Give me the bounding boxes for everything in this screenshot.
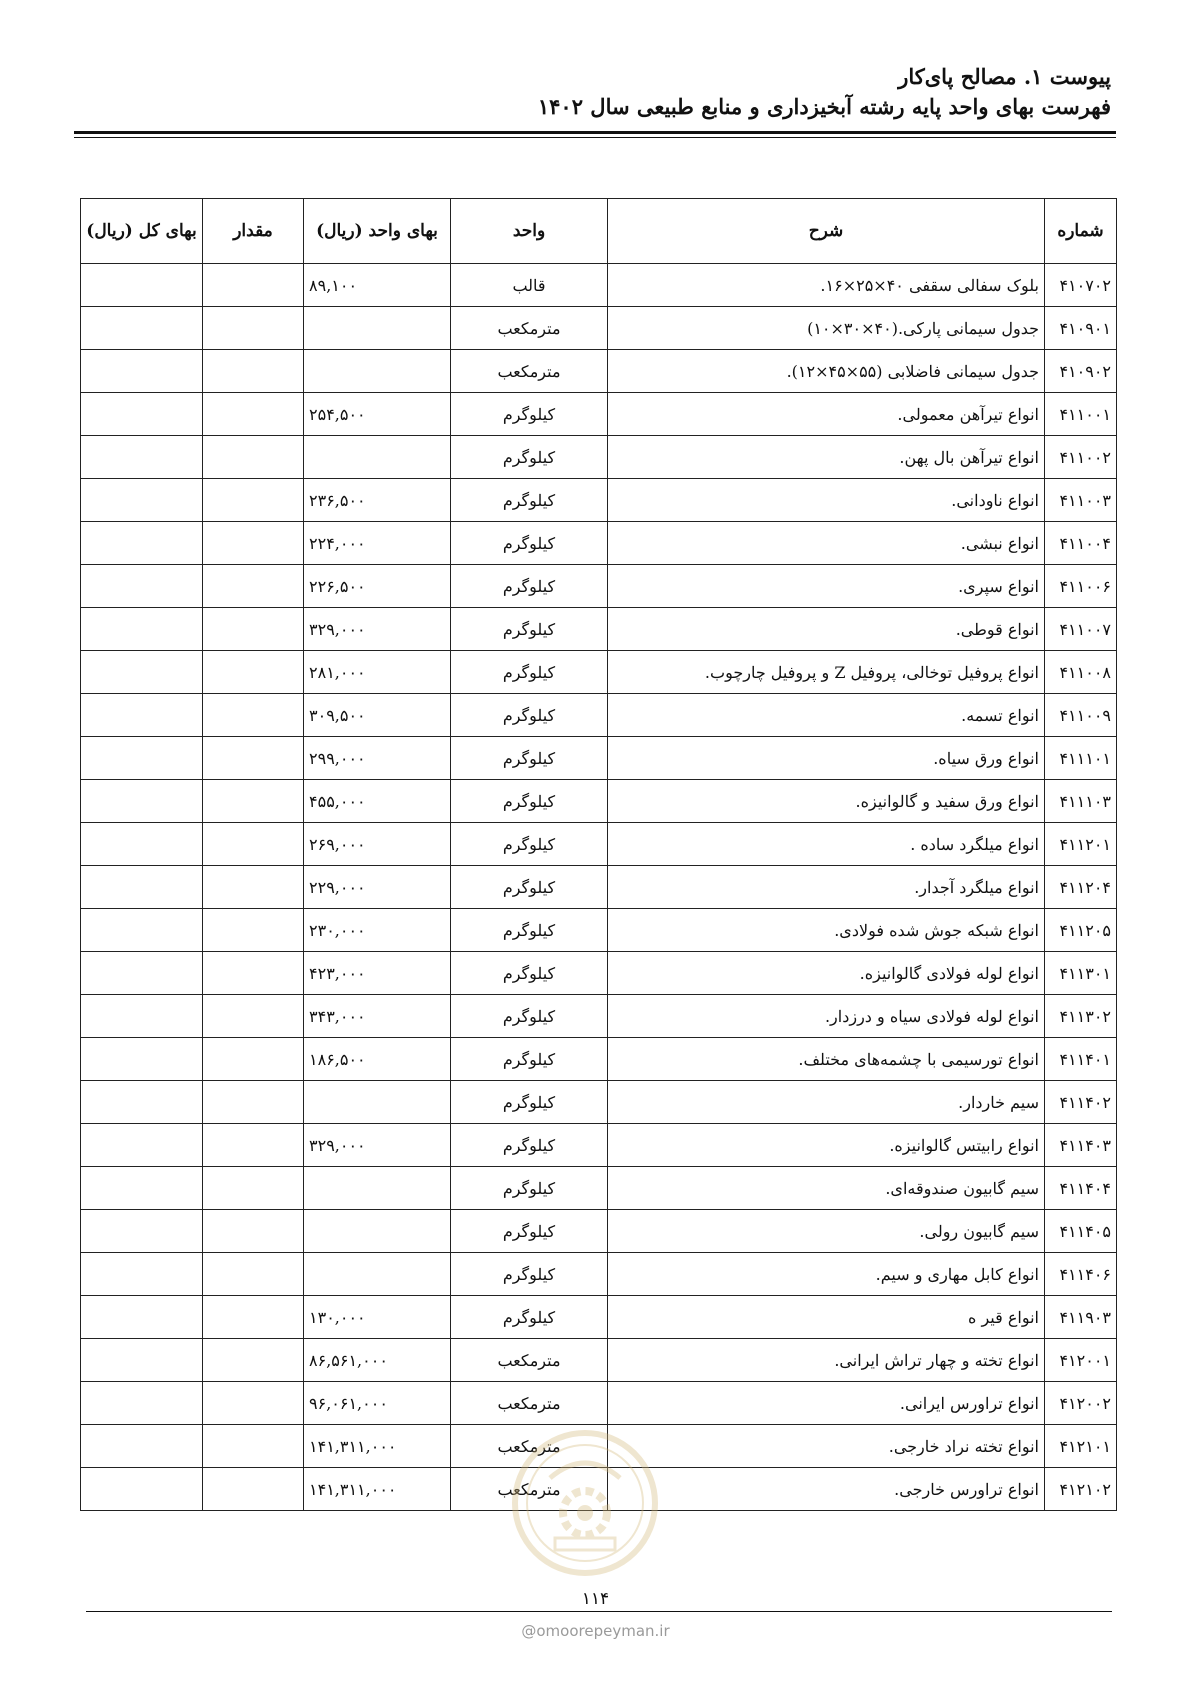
table-row bbox=[81, 909, 1117, 952]
quantity-cell bbox=[203, 350, 304, 393]
unit-cell: کیلوگرم bbox=[451, 995, 608, 1038]
total-cell bbox=[81, 436, 203, 479]
description-cell: انواع لوله فولادی گالوانیزه. bbox=[608, 952, 1045, 995]
unit-cell: قالب bbox=[451, 264, 608, 307]
table-row bbox=[81, 565, 1117, 608]
quantity-cell bbox=[203, 307, 304, 350]
quantity-cell bbox=[203, 1296, 304, 1339]
unit-cell: مترمکعب bbox=[451, 1339, 608, 1382]
code-cell: ۴۱۱۱۰۳ bbox=[1045, 780, 1117, 823]
total-cell bbox=[81, 1339, 203, 1382]
unit-price-cell: ۴۵۵,۰۰۰ bbox=[304, 780, 451, 823]
unit-cell: کیلوگرم bbox=[451, 608, 608, 651]
quantity-cell bbox=[203, 608, 304, 651]
table-row bbox=[81, 1167, 1117, 1210]
table-row bbox=[81, 1425, 1117, 1468]
code-cell: ۴۱۱۴۰۲ bbox=[1045, 1081, 1117, 1124]
total-cell bbox=[81, 1124, 203, 1167]
total-cell bbox=[81, 1468, 203, 1511]
code-cell: ۴۱۱۰۰۴ bbox=[1045, 522, 1117, 565]
total-cell bbox=[81, 307, 203, 350]
quantity-cell bbox=[203, 436, 304, 479]
code-cell: ۴۱۱۳۰۲ bbox=[1045, 995, 1117, 1038]
total-cell bbox=[81, 909, 203, 952]
unit-price-cell: ۲۲۴,۰۰۰ bbox=[304, 522, 451, 565]
unit-cell: مترمکعب bbox=[451, 1468, 608, 1511]
code-cell: ۴۱۱۰۰۷ bbox=[1045, 608, 1117, 651]
unit-price-cell: ۲۲۹,۰۰۰ bbox=[304, 866, 451, 909]
quantity-cell bbox=[203, 1081, 304, 1124]
unit-cell: کیلوگرم bbox=[451, 436, 608, 479]
total-cell bbox=[81, 952, 203, 995]
appendix-title: پیوست ۱. مصالح پای‌کار bbox=[898, 64, 1111, 89]
unit-cell: مترمکعب bbox=[451, 1425, 608, 1468]
table-row bbox=[81, 264, 1117, 307]
total-cell bbox=[81, 866, 203, 909]
quantity-cell bbox=[203, 1425, 304, 1468]
total-cell bbox=[81, 694, 203, 737]
table-row bbox=[81, 866, 1117, 909]
unit-cell: کیلوگرم bbox=[451, 823, 608, 866]
table-row bbox=[81, 1382, 1117, 1425]
unit-cell: کیلوگرم bbox=[451, 694, 608, 737]
unit-price-cell: ۲۵۴,۵۰۰ bbox=[304, 393, 451, 436]
document-header bbox=[81, 62, 1111, 122]
description-cell: انواع تسمه. bbox=[608, 694, 1045, 737]
description-cell: جدول سیمانی فاضلابی (۵۵×۴۵×۱۲). bbox=[608, 350, 1045, 393]
total-cell bbox=[81, 780, 203, 823]
description-cell: انواع پروفیل توخالی، پروفیل Z و پروفیل چارچوب. bbox=[608, 651, 1045, 694]
quantity-cell bbox=[203, 780, 304, 823]
unit-price-cell bbox=[304, 1167, 451, 1210]
quantity-cell bbox=[203, 694, 304, 737]
table-row bbox=[81, 1253, 1117, 1296]
quantity-cell bbox=[203, 823, 304, 866]
unit-price-cell: ۸۹,۱۰۰ bbox=[304, 264, 451, 307]
total-cell bbox=[81, 1081, 203, 1124]
unit-price-cell: ۲۳۰,۰۰۰ bbox=[304, 909, 451, 952]
quantity-cell bbox=[203, 651, 304, 694]
unit-cell: کیلوگرم bbox=[451, 1296, 608, 1339]
total-cell bbox=[81, 995, 203, 1038]
description-cell: انواع ورق سیاه. bbox=[608, 737, 1045, 780]
column-header-code: شماره bbox=[1045, 199, 1117, 264]
unit-price-cell bbox=[304, 350, 451, 393]
code-cell: ۴۱۱۱۰۱ bbox=[1045, 737, 1117, 780]
description-cell: انواع تخته نراد خارجی. bbox=[608, 1425, 1045, 1468]
total-cell bbox=[81, 1253, 203, 1296]
quantity-cell bbox=[203, 1253, 304, 1296]
table-row bbox=[81, 393, 1117, 436]
description-cell: انواع ورق سفید و گالوانیزه. bbox=[608, 780, 1045, 823]
page-number: ۱۱۴ bbox=[581, 1589, 610, 1609]
code-cell: ۴۱۱۳۰۱ bbox=[1045, 952, 1117, 995]
table-row bbox=[81, 307, 1117, 350]
table-row bbox=[81, 952, 1117, 995]
description-cell: انواع تیرآهن بال پهن. bbox=[608, 436, 1045, 479]
table-row bbox=[81, 823, 1117, 866]
table-row bbox=[81, 1038, 1117, 1081]
unit-price-cell: ۱۳۰,۰۰۰ bbox=[304, 1296, 451, 1339]
table-row bbox=[81, 522, 1117, 565]
total-cell bbox=[81, 1382, 203, 1425]
unit-cell: مترمکعب bbox=[451, 350, 608, 393]
unit-cell: کیلوگرم bbox=[451, 909, 608, 952]
code-cell: ۴۱۲۱۰۲ bbox=[1045, 1468, 1117, 1511]
unit-cell: کیلوگرم bbox=[451, 479, 608, 522]
column-header-quantity: مقدار bbox=[203, 199, 304, 264]
code-cell: ۴۱۱۰۰۱ bbox=[1045, 393, 1117, 436]
table-row bbox=[81, 1081, 1117, 1124]
total-cell bbox=[81, 1296, 203, 1339]
quantity-cell bbox=[203, 565, 304, 608]
description-cell: انواع کابل مهاری و سیم. bbox=[608, 1253, 1045, 1296]
quantity-cell bbox=[203, 522, 304, 565]
total-cell bbox=[81, 393, 203, 436]
table-row bbox=[81, 737, 1117, 780]
description-cell: بلوک سفالی سقفی ۴۰×۲۵×۱۶. bbox=[608, 264, 1045, 307]
table-row bbox=[81, 1124, 1117, 1167]
code-cell: ۴۱۰۹۰۱ bbox=[1045, 307, 1117, 350]
code-cell: ۴۱۲۰۰۱ bbox=[1045, 1339, 1117, 1382]
quantity-cell bbox=[203, 737, 304, 780]
unit-price-cell: ۳۰۹,۵۰۰ bbox=[304, 694, 451, 737]
quantity-cell bbox=[203, 952, 304, 995]
unit-cell: کیلوگرم bbox=[451, 780, 608, 823]
unit-price-cell: ۴۲۳,۰۰۰ bbox=[304, 952, 451, 995]
table-row bbox=[81, 479, 1117, 522]
total-cell bbox=[81, 565, 203, 608]
description-cell: انواع ناودانی. bbox=[608, 479, 1045, 522]
table-row bbox=[81, 436, 1117, 479]
quantity-cell bbox=[203, 393, 304, 436]
code-cell: ۴۱۲۰۰۲ bbox=[1045, 1382, 1117, 1425]
description-cell: انواع تیرآهن معمولی. bbox=[608, 393, 1045, 436]
quantity-cell bbox=[203, 866, 304, 909]
unit-price-cell: ۲۲۶,۵۰۰ bbox=[304, 565, 451, 608]
header-rule-thin bbox=[74, 137, 1116, 138]
code-cell: ۴۱۱۰۰۹ bbox=[1045, 694, 1117, 737]
unit-price-cell: ۱۴۱,۳۱۱,۰۰۰ bbox=[304, 1425, 451, 1468]
table-row bbox=[81, 995, 1117, 1038]
code-cell: ۴۱۱۴۰۳ bbox=[1045, 1124, 1117, 1167]
unit-cell: کیلوگرم bbox=[451, 1124, 608, 1167]
code-cell: ۴۱۱۲۰۵ bbox=[1045, 909, 1117, 952]
quantity-cell bbox=[203, 1124, 304, 1167]
unit-cell: کیلوگرم bbox=[451, 393, 608, 436]
description-cell: سیم خاردار. bbox=[608, 1081, 1045, 1124]
total-cell bbox=[81, 1167, 203, 1210]
code-cell: ۴۱۱۴۰۵ bbox=[1045, 1210, 1117, 1253]
code-cell: ۴۱۱۰۰۸ bbox=[1045, 651, 1117, 694]
unit-cell: کیلوگرم bbox=[451, 565, 608, 608]
column-header-total: بهای کل (ریال) bbox=[81, 199, 203, 264]
quantity-cell bbox=[203, 479, 304, 522]
unit-price-cell: ۱۸۶,۵۰۰ bbox=[304, 1038, 451, 1081]
code-cell: ۴۱۱۴۰۶ bbox=[1045, 1253, 1117, 1296]
total-cell bbox=[81, 1038, 203, 1081]
unit-price-cell: ۲۹۹,۰۰۰ bbox=[304, 737, 451, 780]
total-cell bbox=[81, 522, 203, 565]
unit-cell: کیلوگرم bbox=[451, 952, 608, 995]
total-cell bbox=[81, 1425, 203, 1468]
table-row bbox=[81, 350, 1117, 393]
description-cell: انواع تراورس خارجی. bbox=[608, 1468, 1045, 1511]
description-cell: انواع سپری. bbox=[608, 565, 1045, 608]
unit-price-cell bbox=[304, 1210, 451, 1253]
unit-cell: کیلوگرم bbox=[451, 522, 608, 565]
column-header-unit: واحد bbox=[451, 199, 608, 264]
table-row bbox=[81, 1339, 1117, 1382]
unit-price-cell: ۳۴۳,۰۰۰ bbox=[304, 995, 451, 1038]
quantity-cell bbox=[203, 1468, 304, 1511]
total-cell bbox=[81, 737, 203, 780]
unit-price-cell: ۲۳۶,۵۰۰ bbox=[304, 479, 451, 522]
description-cell: انواع میلگرد آجدار. bbox=[608, 866, 1045, 909]
unit-cell: کیلوگرم bbox=[451, 737, 608, 780]
unit-price-cell: ۳۲۹,۰۰۰ bbox=[304, 1124, 451, 1167]
quantity-cell bbox=[203, 1339, 304, 1382]
code-cell: ۴۱۱۲۰۴ bbox=[1045, 866, 1117, 909]
code-cell: ۴۱۱۲۰۱ bbox=[1045, 823, 1117, 866]
price-table bbox=[80, 198, 1117, 1511]
unit-price-cell: ۲۸۱,۰۰۰ bbox=[304, 651, 451, 694]
description-cell: سیم گابیون رولی. bbox=[608, 1210, 1045, 1253]
code-cell: ۴۱۰۹۰۲ bbox=[1045, 350, 1117, 393]
unit-price-cell: ۳۲۹,۰۰۰ bbox=[304, 608, 451, 651]
description-cell: انواع لوله فولادی سیاه و درزدار. bbox=[608, 995, 1045, 1038]
unit-cell: کیلوگرم bbox=[451, 1210, 608, 1253]
unit-price-cell: ۸۶,۵۶۱,۰۰۰ bbox=[304, 1339, 451, 1382]
code-cell: ۴۱۲۱۰۱ bbox=[1045, 1425, 1117, 1468]
table-header-row bbox=[81, 199, 1117, 264]
table-row bbox=[81, 1296, 1117, 1339]
unit-price-cell bbox=[304, 436, 451, 479]
table-row bbox=[81, 1210, 1117, 1253]
code-cell: ۴۱۱۰۰۶ bbox=[1045, 565, 1117, 608]
document-title: فهرست بهای واحد پایه رشته آبخیزداری و منابع طبیعی سال ۱۴۰۲ bbox=[537, 94, 1111, 119]
description-cell: جدول سیمانی پارکی.(۴۰×۳۰×۱۰) bbox=[608, 307, 1045, 350]
unit-cell: مترمکعب bbox=[451, 1382, 608, 1425]
quantity-cell bbox=[203, 1167, 304, 1210]
unit-price-cell bbox=[304, 307, 451, 350]
unit-cell: کیلوگرم bbox=[451, 1167, 608, 1210]
description-cell: انواع میلگرد ساده . bbox=[608, 823, 1045, 866]
total-cell bbox=[81, 1210, 203, 1253]
code-cell: ۴۱۱۰۰۳ bbox=[1045, 479, 1117, 522]
total-cell bbox=[81, 264, 203, 307]
description-cell: انواع قیر ه bbox=[608, 1296, 1045, 1339]
unit-cell: کیلوگرم bbox=[451, 1253, 608, 1296]
description-cell: انواع قوطی. bbox=[608, 608, 1045, 651]
table-row bbox=[81, 694, 1117, 737]
table-row bbox=[81, 780, 1117, 823]
quantity-cell bbox=[203, 1038, 304, 1081]
unit-cell: کیلوگرم bbox=[451, 866, 608, 909]
description-cell: انواع تورسیمی با چشمه‌های مختلف. bbox=[608, 1038, 1045, 1081]
column-header-unit-price: بهای واحد (ریال) bbox=[304, 199, 451, 264]
unit-cell: کیلوگرم bbox=[451, 1081, 608, 1124]
total-cell bbox=[81, 350, 203, 393]
quantity-cell bbox=[203, 995, 304, 1038]
total-cell bbox=[81, 479, 203, 522]
description-cell: انواع شبکه جوش شده فولادی. bbox=[608, 909, 1045, 952]
total-cell bbox=[81, 651, 203, 694]
code-cell: ۴۱۱۹۰۳ bbox=[1045, 1296, 1117, 1339]
description-cell: انواع رابیتس گالوانیزه. bbox=[608, 1124, 1045, 1167]
quantity-cell bbox=[203, 909, 304, 952]
description-cell: انواع تراورس ایرانی. bbox=[608, 1382, 1045, 1425]
watermark-url: @omoorepeyman.ir bbox=[521, 1622, 670, 1640]
unit-price-cell: ۲۶۹,۰۰۰ bbox=[304, 823, 451, 866]
unit-price-cell: ۹۶,۰۶۱,۰۰۰ bbox=[304, 1382, 451, 1425]
description-cell: انواع تخته و چهار تراش ایرانی. bbox=[608, 1339, 1045, 1382]
code-cell: ۴۱۱۴۰۴ bbox=[1045, 1167, 1117, 1210]
unit-price-cell: ۱۴۱,۳۱۱,۰۰۰ bbox=[304, 1468, 451, 1511]
table-row bbox=[81, 1468, 1117, 1511]
total-cell bbox=[81, 823, 203, 866]
table-row bbox=[81, 651, 1117, 694]
quantity-cell bbox=[203, 264, 304, 307]
quantity-cell bbox=[203, 1210, 304, 1253]
unit-price-cell bbox=[304, 1253, 451, 1296]
table-row bbox=[81, 608, 1117, 651]
total-cell bbox=[81, 608, 203, 651]
column-header-description: شرح bbox=[608, 199, 1045, 264]
code-cell: ۴۱۱۴۰۱ bbox=[1045, 1038, 1117, 1081]
header-rule-thick bbox=[74, 131, 1116, 134]
footer-rule bbox=[86, 1611, 1112, 1612]
unit-cell: مترمکعب bbox=[451, 307, 608, 350]
table-body bbox=[81, 264, 1117, 1511]
description-cell: انواع نبشی. bbox=[608, 522, 1045, 565]
code-cell: ۴۱۰۷۰۲ bbox=[1045, 264, 1117, 307]
description-cell: سیم گابیون صندوقه‌ای. bbox=[608, 1167, 1045, 1210]
unit-cell: کیلوگرم bbox=[451, 651, 608, 694]
code-cell: ۴۱۱۰۰۲ bbox=[1045, 436, 1117, 479]
unit-cell: کیلوگرم bbox=[451, 1038, 608, 1081]
unit-price-cell bbox=[304, 1081, 451, 1124]
quantity-cell bbox=[203, 1382, 304, 1425]
